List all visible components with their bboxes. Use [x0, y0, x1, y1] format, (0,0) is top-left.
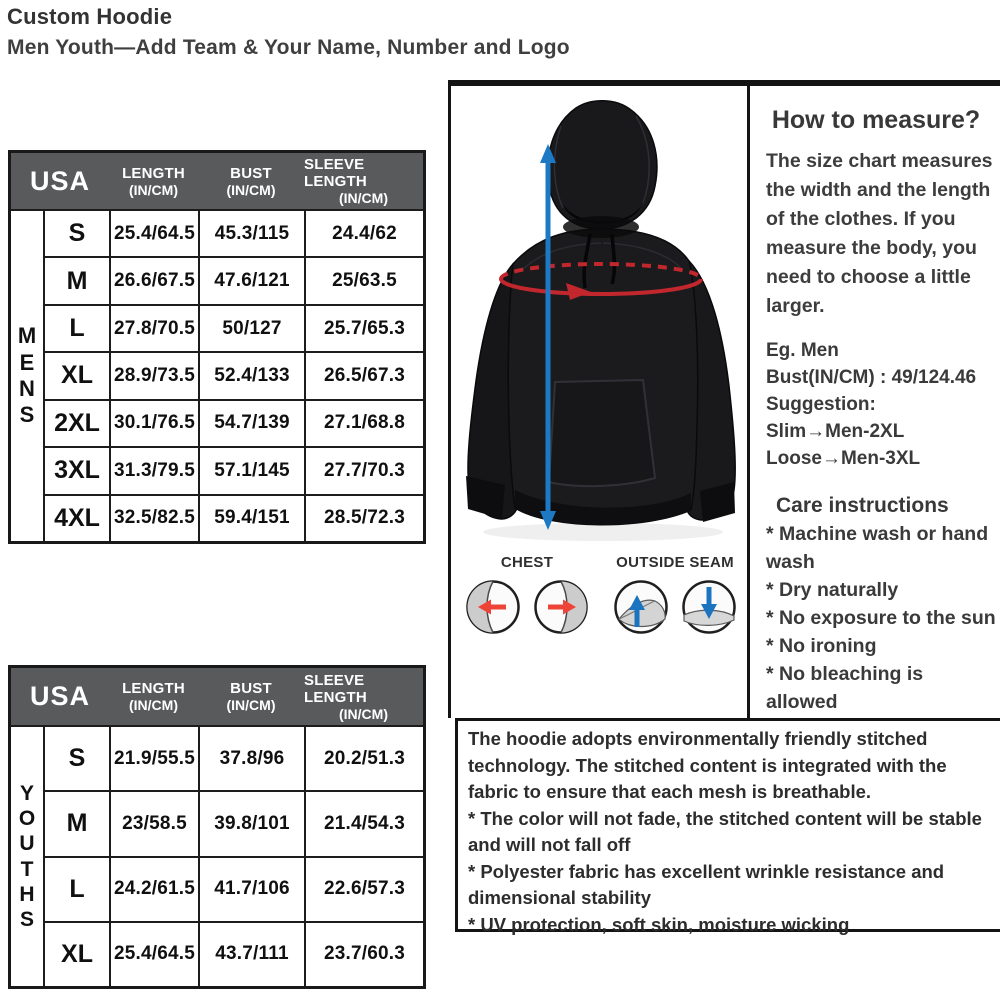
- youths-sleeve-cell: 20.2/51.3: [304, 725, 423, 790]
- col-name: LENGTH: [122, 164, 185, 182]
- youths-col-sleeve: [304, 668, 423, 725]
- seam-down-icon: [681, 579, 737, 635]
- measure-icons-area: [451, 552, 747, 635]
- col-unit: (IN/CM): [226, 697, 276, 713]
- page-subtitle: Men Youth—Add Team & Your Name, Number and Logo: [7, 36, 570, 59]
- mens-col-sleeve: [304, 153, 423, 209]
- care-item: * Dry naturally: [766, 579, 899, 601]
- mens-bust-cell: 50/127: [198, 304, 304, 351]
- youths-size-table: [8, 665, 426, 989]
- youths-bust-cell: 43.7/111: [198, 921, 304, 986]
- mens-length-cell: 25.4/64.5: [109, 209, 198, 256]
- mens-sleeve-cell: 26.5/67.3: [304, 351, 423, 398]
- col-name: BUST: [230, 164, 272, 182]
- mens-bust-cell: 57.1/145: [198, 446, 304, 493]
- mens-bust-cell: 59.4/151: [198, 494, 304, 541]
- youths-side-label: Y O U T H S: [11, 725, 43, 986]
- example-line: Eg. Men: [766, 340, 839, 361]
- youths-sleeve-cell: 22.6/57.3: [304, 856, 423, 921]
- care-item: * No exposure to the sun: [766, 607, 996, 629]
- mens-size-cell: M: [43, 256, 109, 303]
- care-instructions-heading: Care instructions: [776, 494, 949, 517]
- how-to-measure-heading: How to measure?: [771, 106, 981, 134]
- mens-col-length: [109, 153, 198, 209]
- col-unit: (IN/CM): [226, 181, 276, 198]
- mens-bust-cell: 47.6/121: [198, 256, 304, 303]
- outside-seam-label: OUTSIDE SEAM: [616, 554, 734, 571]
- mens-length-cell: 31.3/79.5: [109, 446, 198, 493]
- youths-bust-cell: 41.7/106: [198, 856, 304, 921]
- youths-size-cell: XL: [43, 921, 109, 986]
- youths-usa-header: USA: [11, 668, 109, 725]
- youths-size-cell: L: [43, 856, 109, 921]
- mens-bust-cell: 54.7/139: [198, 399, 304, 446]
- col-unit: (IN/CM): [129, 181, 178, 198]
- mens-length-cell: 27.8/70.5: [109, 304, 198, 351]
- hoodie-measure-box: [448, 86, 750, 718]
- mens-size-cell: 3XL: [43, 446, 109, 493]
- description-paragraph: * The color will not fade, the stitched content will be stable and will not fall off: [468, 807, 982, 855]
- outside-seam-icon-group: [613, 554, 737, 635]
- description-paragraph: * Polyester fabric has excellent wrinkle resistance and dimensional stability: [468, 860, 945, 908]
- mens-col-bust: [198, 153, 304, 209]
- measure-paragraph: The size chart measures the width and the length of the clothes. If you measure the body, you need to choose a little larger.: [766, 150, 993, 317]
- care-item: * No ironing: [766, 635, 877, 657]
- mens-size-cell: 2XL: [43, 399, 109, 446]
- description-paragraph: * UV protection, soft skin, moisture wicking: [468, 913, 850, 935]
- mens-sleeve-cell: 24.4/62: [304, 209, 423, 256]
- youths-length-cell: 25.4/64.5: [109, 921, 198, 986]
- example-line: Bust(IN/CM) : 49/124.46: [766, 367, 977, 388]
- chest-measure-right-icon: [533, 579, 589, 635]
- example-line: Suggestion:: [766, 394, 876, 415]
- mens-sleeve-cell: 25.7/65.3: [304, 304, 423, 351]
- mens-size-cell: 4XL: [43, 494, 109, 541]
- care-item: * No bleaching is allowed: [766, 663, 924, 713]
- mens-length-cell: 28.9/73.5: [109, 351, 198, 398]
- youths-length-cell: 21.9/55.5: [109, 725, 198, 790]
- mens-sleeve-cell: 28.5/72.3: [304, 494, 423, 541]
- mens-sleeve-cell: 27.7/70.3: [304, 446, 423, 493]
- col-name: LENGTH: [122, 680, 185, 697]
- col-unit: (IN/CM): [339, 190, 388, 206]
- mens-size-cell: L: [43, 304, 109, 351]
- hoodie-illustration: [451, 86, 747, 552]
- youths-size-cell: S: [43, 725, 109, 790]
- youths-length-cell: 24.2/61.5: [109, 856, 198, 921]
- chest-icon-group: [465, 554, 589, 635]
- youths-sleeve-cell: 21.4/54.3: [304, 790, 423, 855]
- col-name: BUST: [230, 680, 272, 697]
- mens-size-table: [8, 150, 426, 544]
- mens-size-cell: S: [43, 209, 109, 256]
- mens-length-cell: 26.6/67.5: [109, 256, 198, 303]
- example-line: Slim→Men-2XL: [766, 421, 905, 442]
- product-description-box: [455, 718, 1000, 935]
- mens-bust-cell: 52.4/133: [198, 351, 304, 398]
- care-item: * Machine wash or hand wash: [766, 523, 989, 573]
- youths-size-cell: M: [43, 790, 109, 855]
- youths-bust-cell: 37.8/96: [198, 725, 304, 790]
- main-panel: [448, 80, 1000, 718]
- mens-bust-cell: 45.3/115: [198, 209, 304, 256]
- youths-length-cell: 23/58.5: [109, 790, 198, 855]
- care-instructions-list: [766, 520, 996, 716]
- mens-length-cell: 30.1/76.5: [109, 399, 198, 446]
- mens-usa-header: USA: [11, 153, 109, 209]
- col-unit: (IN/CM): [129, 697, 178, 713]
- how-to-measure-panel: [750, 86, 1000, 718]
- youths-bust-cell: 39.8/101: [198, 790, 304, 855]
- col-name: SLEEVE LENGTH: [304, 156, 367, 190]
- description-paragraph: The hoodie adopts environmentally friendly stitched technology. The stitched content is integrated with the fabric to ensure that each mesh is breathable.: [468, 728, 947, 802]
- mens-size-cell: XL: [43, 351, 109, 398]
- mens-sleeve-cell: 27.1/68.8: [304, 399, 423, 446]
- col-unit: (IN/CM): [339, 705, 388, 722]
- mens-side-label: M E N S: [11, 209, 43, 541]
- page-title: Custom Hoodie: [7, 4, 173, 29]
- seam-up-icon: [613, 579, 669, 635]
- youths-col-bust: [198, 668, 304, 725]
- mens-length-cell: 32.5/82.5: [109, 494, 198, 541]
- example-line: Loose→Men-3XL: [766, 448, 921, 469]
- youths-col-length: [109, 668, 198, 725]
- chest-label: CHEST: [500, 554, 554, 571]
- mens-sleeve-cell: 25/63.5: [304, 256, 423, 303]
- col-name: SLEEVE LENGTH: [304, 671, 367, 706]
- youths-sleeve-cell: 23.7/60.3: [304, 921, 423, 986]
- size-example: [766, 337, 996, 472]
- chest-measure-left-icon: [465, 579, 521, 635]
